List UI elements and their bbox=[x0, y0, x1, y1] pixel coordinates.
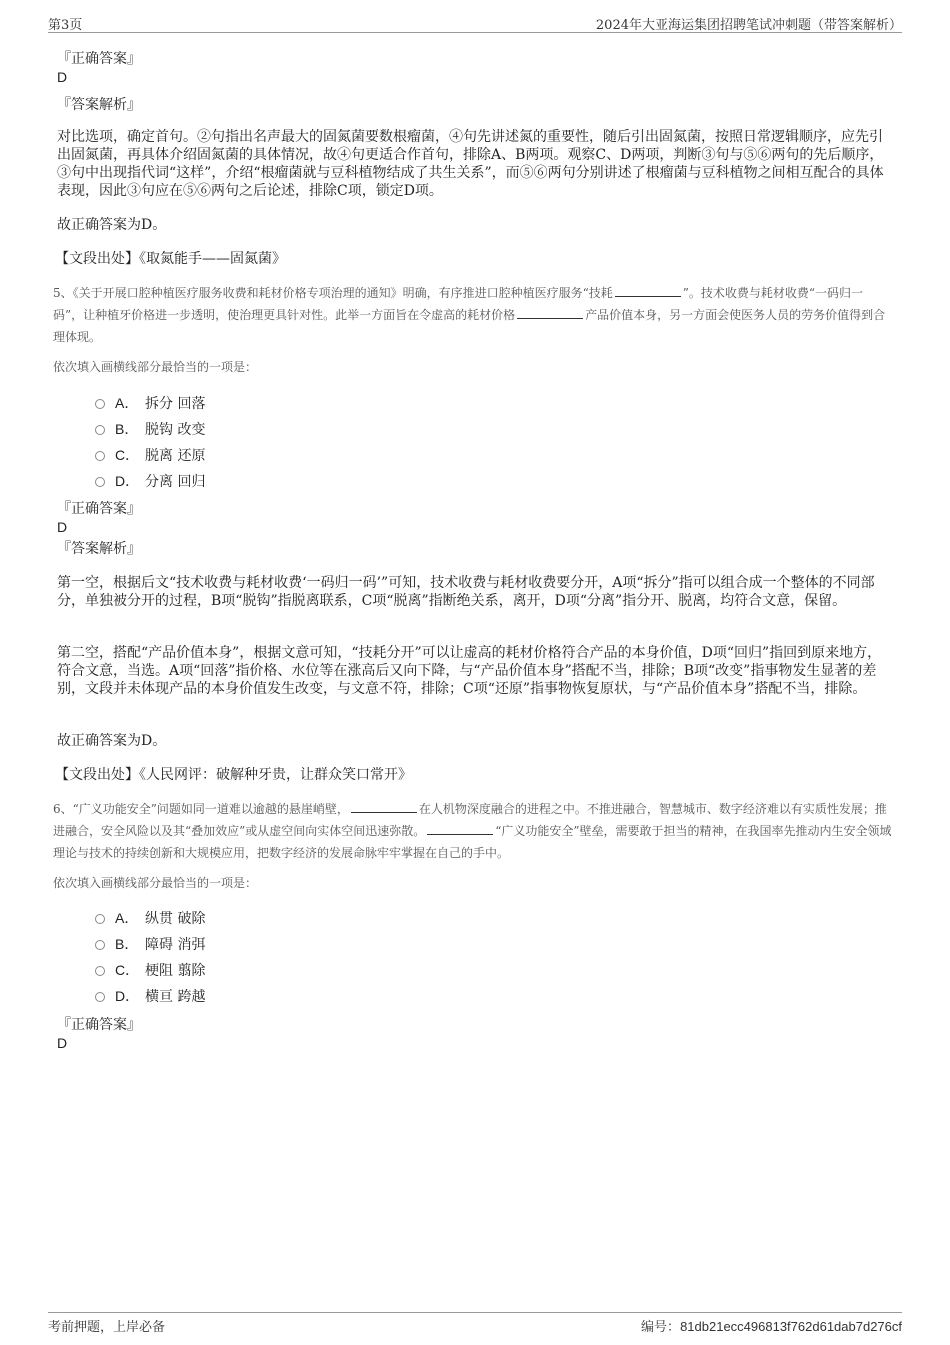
correct-answer-label: 『正确答案』 bbox=[57, 1017, 141, 1033]
correct-answer-value: D bbox=[57, 1035, 68, 1051]
analysis-paragraph: 对比选项，确定首句。②句指出名声最大的固氮菌要数根瘤菌，④句先讲述氮的重要性，随后引出固氮菌，按照日常逻辑顺序，应先引出固氮菌，再具体介绍固氮菌的具体情况，故④句更适合作首句，排除A、B两项。观察C、D两项，判断③句与⑤⑥两句的先后顺序，③句中出现指代词“这样”，介绍“根瘤菌就与豆科植物结成了共生关系”，而⑤⑥两句分别讲述了根瘤菌与豆科植物之间相互配合的具体表现，因此③句应在⑤⑥两句之后论述，排除C项，锁定D项。 bbox=[57, 129, 884, 199]
source-label: 【文段出处】 bbox=[55, 251, 139, 267]
option-d[interactable]: D． 横亘 跨越 bbox=[55, 983, 455, 1009]
radio-icon[interactable] bbox=[95, 451, 105, 461]
analysis-paragraph: 第一空，根据后文“技术收费与耗材收费‘一码归一码’”可知，技术收费与耗材收费要分开，A项“拆分”指可以组合成一个整体的不同部分，单独被分开的过程，B项“脱钩”指脱离联系，C项“脱离”指断绝关系，离开，D项“分离”指分开、脱离，均符合文意，保留。 bbox=[57, 575, 875, 609]
analysis-label: 『答案解析』 bbox=[57, 97, 141, 113]
source-title: 《人民网评：破解种牙贵，让群众笑口常开》 bbox=[139, 767, 412, 783]
radio-icon[interactable] bbox=[95, 940, 105, 950]
option-a[interactable]: A． 拆分 回落 bbox=[55, 390, 455, 416]
correct-answer-value: D bbox=[57, 519, 68, 535]
question-6-options bbox=[55, 905, 455, 1009]
question-5-stem: 5、《关于开展口腔种植医疗服务收费和耗材价格专项治理的通知》明确，有序推进口腔种植医疗服务“技耗 ”。技术收费与耗材收费“一码归一码”，让种植牙价格进一步透明，使治理更具针对性。此举一方面旨在令虚高的耗材价格 产品价值本身，另一方面会使医务人员的劳务价值得到合理体现。 bbox=[53, 286, 886, 344]
footer-slogan: 考前押题，上岸必备 bbox=[48, 1320, 166, 1335]
fill-blank bbox=[615, 284, 681, 297]
analysis-conclusion: 故正确答案为D。 bbox=[57, 217, 167, 233]
page-header bbox=[48, 12, 902, 33]
fill-blank bbox=[517, 306, 583, 319]
analysis-conclusion: 故正确答案为D。 bbox=[57, 733, 167, 749]
radio-icon[interactable] bbox=[95, 992, 105, 1002]
option-c[interactable]: C． 脱离 还原 bbox=[55, 442, 455, 468]
analysis-label: 『答案解析』 bbox=[57, 541, 141, 557]
option-b[interactable]: B． 脱钩 改变 bbox=[55, 416, 455, 442]
radio-icon[interactable] bbox=[95, 477, 105, 487]
fill-blank bbox=[351, 800, 417, 813]
correct-answer-label: 『正确答案』 bbox=[57, 51, 141, 67]
question-6-instruction: 依次填入画横线部分最恰当的一项是： bbox=[53, 876, 258, 890]
fill-blank bbox=[427, 822, 493, 835]
source-label: 【文段出处】 bbox=[55, 767, 139, 783]
radio-icon[interactable] bbox=[95, 966, 105, 976]
source-title: 《取氮能手——固氮菌》 bbox=[139, 251, 286, 267]
page-footer bbox=[48, 1312, 902, 1335]
radio-icon[interactable] bbox=[95, 399, 105, 409]
question-6-stem: 6、“广义功能安全”问题如同一道难以逾越的悬崖峭壁， 在人机物深度融合的进程之中。不推进融合，智慧城市、数字经济难以有实质性发展；推进融合，安全风险以及其“叠加效应”或从虚空间向实体空间迅速弥散。 “广义功能安全”壁垒，需要敢于担当的精神，在我国率先推动内生安全领域理论与技术的持续创新和大规模应用，把数字经济的发展命脉牢牢掌握在自己的手中。 bbox=[53, 802, 892, 860]
correct-answer-value: D bbox=[57, 69, 68, 85]
document-code: 编号：81db21ecc496813f762d61dab7d276cf bbox=[641, 1319, 902, 1335]
source-line bbox=[55, 766, 412, 784]
analysis-paragraph: 第二空，搭配“产品价值本身”，根据文意可知，“技耗分开”可以让虚高的耗材价格符合产品的本身价值，D项“回归”指回到原来地方，符合文意，当选。A项“回落”指价格、水位等在涨高后又向下降，与“产品价值本身”搭配不当，排除；B项“改变”指事物发生显著的差别，文段并未体现产品的本身价值发生改变，与文意不符，排除；C项“还原”指事物恢复原状，与“产品价值本身”搭配不当，排除。 bbox=[57, 645, 882, 697]
correct-answer-label: 『正确答案』 bbox=[57, 501, 141, 517]
radio-icon[interactable] bbox=[95, 914, 105, 924]
page-number: 第3页 bbox=[48, 18, 83, 33]
document-title: 2024年大亚海运集团招聘笔试冲刺题（带答案解析） bbox=[595, 18, 902, 33]
option-b[interactable]: B． 障碍 消弭 bbox=[55, 931, 455, 957]
question-5-instruction: 依次填入画横线部分最恰当的一项是： bbox=[53, 360, 258, 374]
radio-icon[interactable] bbox=[95, 425, 105, 435]
option-c[interactable]: C． 梗阻 翦除 bbox=[55, 957, 455, 983]
source-line bbox=[55, 250, 286, 268]
option-d[interactable]: D． 分离 回归 bbox=[55, 468, 455, 494]
option-a[interactable]: A． 纵贯 破除 bbox=[55, 905, 455, 931]
question-5-options bbox=[55, 390, 455, 494]
